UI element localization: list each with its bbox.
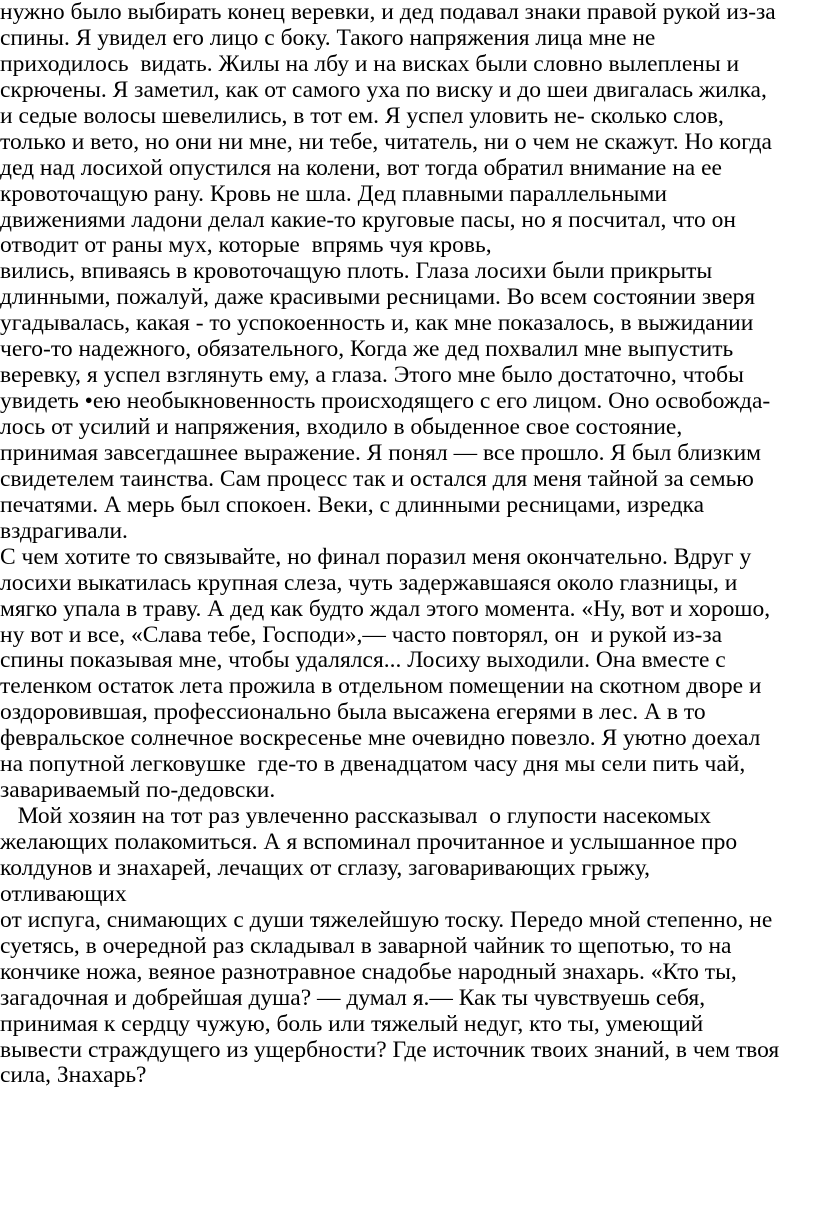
text-line: отливающих — [0, 881, 127, 907]
text-line: приходилось видать. Жилы на лбу и на висках были словно вылеплены и — [0, 51, 740, 77]
text-line: принимая к сердцу чужую, боль или тяжелый недуг, кто ты, умеющий — [0, 1011, 704, 1037]
text-line: принимая завсегдашнее выражение. Я понял — все прошло. Я был близким — [0, 440, 762, 466]
text-line: чего-то надежного, обязательного, Когда же дед похвалил мне выпустить — [0, 337, 734, 363]
text-line: колдунов и знахарей, лечащих от сглазу, заговаривающих грыжу, — [0, 855, 651, 881]
text-line: нужно было выбирать конец веревки, и дед подавал знаки правой рукой из-за — [0, 0, 776, 25]
text-line: движениями ладони делал какие-то круговые пасы, но я посчитал, что он — [0, 207, 736, 233]
text-line: спины показывая мне, чтобы удалялся... Лосиху выходили. Она вместе с — [0, 648, 726, 674]
text-line: ну вот и все, «Слава тебе, Господи»,— часто повторял, он и рукой из-за — [0, 622, 723, 648]
text-line: февральское солнечное воскресенье мне очевидно повезло. Я уютно доехал — [0, 726, 761, 752]
text-line: желающих полакомиться. А я вспоминал прочитанное и услышанное про — [0, 830, 738, 855]
text-line: только и вето, но они ни мне, ни тебе, читатель, ни о чем не скажут. Но когда — [0, 129, 772, 155]
text-line: теленком остаток лета прожила в отдельном помещении на скотном дворе и — [0, 674, 762, 700]
text-line: мягко упала в траву. А дед как будто ждал этого момента. «Ну, вот и хорошо, — [0, 596, 771, 622]
text-line: дед над лосихой опустился на колени, вот тогда обратил внимание на ее — [0, 155, 722, 181]
text-line: и седые волосы шевелились, в тот ем. Я успел уловить не- сколько слов, — [0, 103, 724, 129]
text-line: длинными, пожалуй, даже красивыми ресницами. Во всем состоянии зверя — [0, 285, 756, 311]
text-line: отводит от раны мух, которые впрямь чуя кровь, — [0, 233, 492, 259]
text-line: свидетелем таинства. Сам процесс так и остался для меня тайной за семью — [0, 466, 754, 492]
text-line: от испуга, снимающих с души тяжелейшую тоску. Передо мной степенно, не — [0, 907, 773, 933]
text-line: Мой хозяин на тот раз увлеченно рассказывал о глупости насекомых — [0, 804, 711, 830]
text-line: вывести страждущего из ущербности? Где источник твоих знаний, в чем твоя — [0, 1037, 780, 1063]
text-line: С чем хотите то связывайте, но финал поразил меня окончательно. Вдруг у — [0, 544, 752, 570]
text-line: увидеть •ею необыкновенность происходящего с его лицом. Оно освобожда- — [0, 389, 771, 415]
text-line: на попутной легковушке где-то в двенадцатом часу дня мы сели пить чай, — [0, 752, 746, 778]
text-line: лось от усилий и напряжения, входило в обыденное свое состояние, — [0, 415, 683, 440]
text-line: завариваемый по-дедовски. — [0, 778, 276, 804]
text-line: вились, впиваясь в кровоточащую плоть. Глаза лосихи были прикрыты — [0, 259, 713, 285]
text-line: суетясь, в очередной раз складывал в заварной чайник то щепотью, то на — [0, 933, 732, 959]
text-line: вздрагивали. — [0, 518, 128, 544]
text-line: веревку, я успел взглянуть ему, а глаза. Этого мне было достаточно, чтобы — [0, 363, 744, 389]
text-line: спины. Я увидел его лицо с боку. Такого напряжения лица мне не — [0, 25, 656, 51]
text-line: лосихи выкатилась крупная слеза, чуть задержавшаяся около глазницы, и — [0, 570, 738, 596]
text-line: оздоровившая, профессионально была высажена егерями в лес. А в то — [0, 700, 706, 726]
text-line: кончике ножа, веяное разнотравное снадобье народный знахарь. «Кто ты, — [0, 959, 737, 985]
text-line: сила, Знахарь? — [0, 1063, 147, 1089]
text-line: скрючены. Я заметил, как от самого уха по виску и до шеи двигалась жилка, — [0, 77, 767, 103]
text-line: кровоточащую рану. Кровь не шла. Дед плавными параллельными — [0, 181, 667, 207]
text-line: угадывалась, какая - то успокоенность и, как мне показалось, в выжидании — [0, 311, 754, 337]
text-line: загадочная и добрейшая душа? — думал я.— Как ты чувствуешь себя, — [0, 985, 706, 1011]
text-line: печатями. А мерь был спокоен. Веки, с длинными ресницами, изредка — [0, 492, 705, 518]
